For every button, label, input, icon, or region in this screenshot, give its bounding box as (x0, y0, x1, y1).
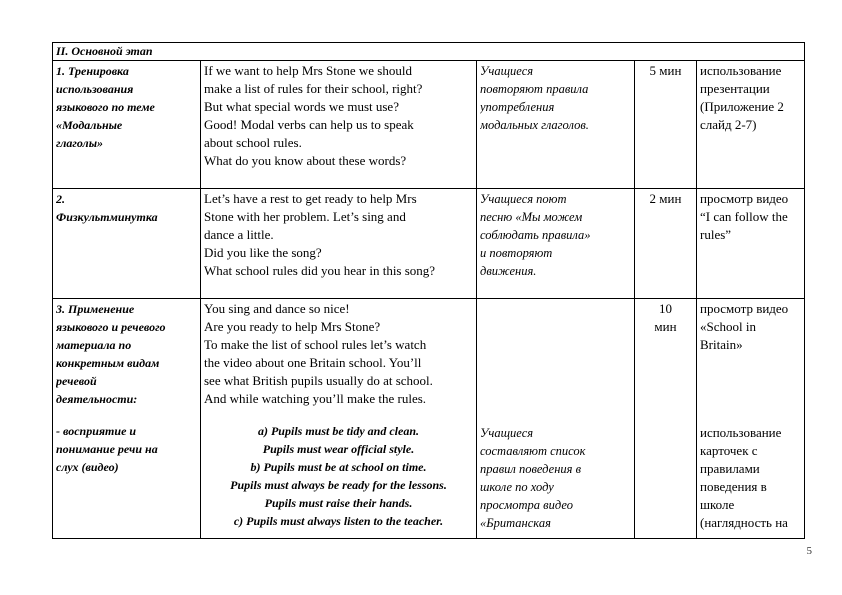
resources-cell (697, 189, 805, 299)
stage-title: II. Основной этап (53, 43, 805, 61)
pupil-text: Учащиеся (480, 426, 534, 440)
teacher-text: Stone with her problem. Let’s sing and (204, 209, 406, 224)
resources-text: (Приложение 2 (700, 99, 784, 114)
pupil-activity-cell (477, 189, 635, 299)
stage-text: речевой (56, 374, 97, 388)
stage-cell (53, 189, 201, 299)
stage-text: языкового и речевого (56, 320, 166, 334)
teacher-text: To make the list of school rules let’s watch (204, 337, 427, 352)
teacher-activity-cell (201, 189, 477, 299)
teacher-text: If we want to help Mrs Stone we should (204, 63, 412, 78)
table-row (53, 299, 805, 539)
resources-text: использование (700, 63, 782, 78)
page-number: 5 (806, 545, 812, 557)
stage-text: языкового по теме (56, 100, 155, 114)
pupil-activity-cell (477, 299, 635, 539)
resources-text: просмотр видео (700, 191, 789, 206)
resources-text: “I can follow the (700, 209, 788, 224)
stage-subtext: - восприятие и (56, 424, 137, 438)
teacher-text: Did you like the song? (204, 245, 322, 260)
stage-subtext: слух (видео) (56, 460, 119, 474)
rule-item: Pupils must wear official style. (262, 442, 415, 456)
teacher-text: But what special words we must use? (204, 99, 399, 114)
time-cell (635, 189, 697, 299)
rule-item: a) Pupils must be tidy and clean. (257, 424, 419, 438)
pupil-activity-cell (477, 61, 635, 189)
stage-cell (53, 299, 201, 539)
stage-text: «Модальные (56, 118, 123, 132)
rule-item: c) Pupils must always listen to the teacher. (233, 514, 444, 528)
pupil-text: составляют список (480, 444, 586, 458)
lesson-plan-table (52, 42, 805, 539)
table-row (53, 189, 805, 299)
pupil-text: и повторяют (480, 246, 553, 260)
pupil-text: Учащиеся (480, 64, 534, 78)
resources-cell (697, 299, 805, 539)
teacher-text: make a list of rules for their school, right? (204, 81, 423, 96)
resources-text: презентации (700, 81, 770, 96)
teacher-text: about school rules. (204, 135, 302, 150)
pupil-text: движения. (480, 264, 537, 278)
pupil-text: повторяют правила (480, 82, 589, 96)
teacher-text: the video about one Britain school. You’ll (204, 355, 422, 370)
stage-text: Физкультминутка (56, 210, 158, 224)
teacher-text: What do you know about these words? (204, 153, 407, 168)
resources-text: просмотр видео (700, 301, 789, 316)
stage-text: деятельности: (56, 392, 138, 406)
table-header-row (53, 43, 805, 61)
teacher-text: And while watching you’ll make the rules. (204, 391, 427, 406)
pupil-text: Учащиеся поют (480, 192, 567, 206)
stage-subtext: понимание речи на (56, 442, 158, 456)
resources-text: слайд 2-7) (700, 117, 757, 132)
pupil-text: просмотра видео (480, 498, 573, 512)
teacher-activity-cell (201, 299, 477, 539)
pupil-text: «Британская (480, 516, 551, 530)
time-cell (635, 299, 697, 539)
teacher-text: dance a little. (204, 227, 274, 242)
pupil-text: соблюдать правила» (480, 228, 591, 242)
time-text: мин (654, 319, 677, 334)
rule-item: Pupils must always be ready for the lessons. (230, 478, 447, 492)
school-rules-list (204, 422, 473, 530)
stage-text: 3. Применение (56, 302, 135, 316)
teacher-text: Good! Modal verbs can help us to speak (204, 117, 414, 132)
stage-text: материала по (56, 338, 132, 352)
resources-text: «School in (700, 319, 756, 334)
resources-cell (697, 61, 805, 189)
teacher-text: Are you ready to help Mrs Stone? (204, 319, 381, 334)
stage-text: глаголы» (56, 136, 104, 150)
time-text: 10 (659, 301, 672, 316)
teacher-text: What school rules did you hear in this song? (204, 263, 436, 278)
resources-text: школе (700, 497, 735, 512)
time-cell (635, 61, 697, 189)
resources-text: карточек с (700, 443, 758, 458)
stage-text: 1. Тренировка (56, 64, 129, 78)
resources-text: правилами (700, 461, 760, 476)
pupil-text: школе по ходу (480, 480, 554, 494)
teacher-text: Let’s have a rest to get ready to help Mrs (204, 191, 417, 206)
stage-cell (53, 61, 201, 189)
rule-item: Pupils must raise their hands. (264, 496, 413, 510)
teacher-activity-cell (201, 61, 477, 189)
time-text: 2 мин (649, 191, 682, 206)
pupil-text: употребления (480, 100, 555, 114)
pupil-text: правил поведения в (480, 462, 582, 476)
teacher-text: You sing and dance so nice! (204, 301, 350, 316)
teacher-text: see what British pupils usually do at school. (204, 373, 433, 388)
resources-text: rules” (700, 227, 732, 242)
resources-text: (наглядность на (700, 515, 788, 530)
table-row (53, 61, 805, 189)
stage-text: конкретным видам (56, 356, 160, 370)
resources-text: использование (700, 425, 782, 440)
time-text: 5 мин (649, 63, 682, 78)
stage-text: использования (56, 82, 134, 96)
pupil-text: песню «Мы можем (480, 210, 583, 224)
resources-text: поведения в (700, 479, 767, 494)
rule-item: b) Pupils must be at school on time. (250, 460, 427, 474)
stage-text: 2. (56, 192, 65, 206)
pupil-text: модальных глаголов. (480, 118, 589, 132)
resources-text: Britain» (700, 337, 743, 352)
